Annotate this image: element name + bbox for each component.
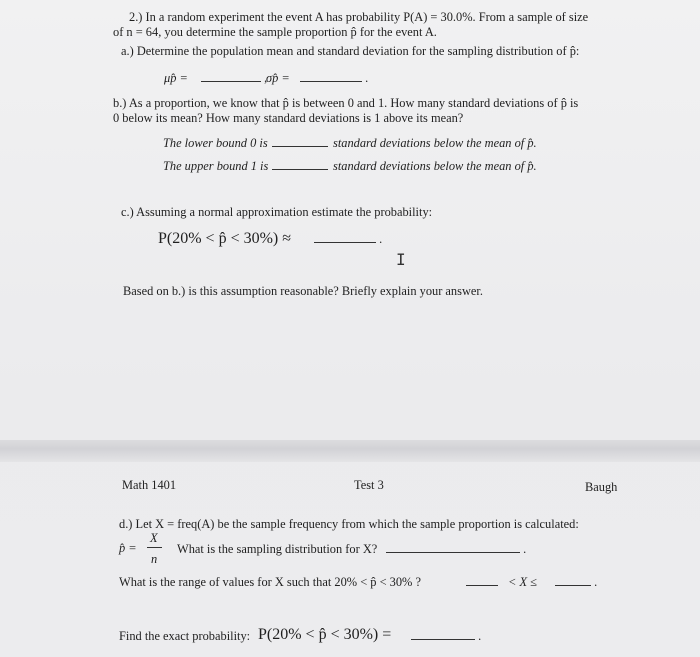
lower-bound-label: The lower bound 0 is	[163, 136, 268, 150]
text-cursor-icon: I	[396, 250, 406, 269]
sigma-label: σp̂ =	[266, 71, 290, 85]
sigma-answer-blank[interactable]: .	[300, 71, 368, 86]
problem-line-2: of n = 64, you determine the sample proportion p̂ for the event A.	[113, 25, 437, 39]
explanation-answer-area[interactable]	[120, 305, 640, 430]
part-b-line-1: b.) As a proportion, we know that p̂ is between 0 and 1. How many standard deviations of p̂ is	[113, 96, 579, 110]
range-middle: < X ≤	[508, 575, 537, 589]
range-question: What is the range of values for X such that 20% < p̂ < 30% ?	[119, 575, 421, 589]
exact-probability-expression: P(20% < p̂ < 30%) =	[258, 626, 392, 643]
lower-bound-tail: standard deviations below the mean of p̂.	[333, 136, 537, 150]
fraction-numerator: X	[150, 531, 158, 545]
part-d-line-1: d.) Let X = freq(A) be the sample frequency from which the sample proportion is calculated:	[119, 517, 579, 531]
fraction-bar	[147, 547, 162, 548]
part-a-prompt: a.) Determine the population mean and standard deviation for the sampling distribution of p̂:	[121, 44, 580, 58]
upper-bound-blank[interactable]	[272, 159, 328, 174]
sampling-distribution-question: What is the sampling distribution for X?	[177, 542, 378, 556]
exact-probability-blank[interactable]: .	[411, 629, 481, 644]
page-break	[0, 440, 700, 462]
test-label: Test 3	[354, 478, 384, 492]
normal-approx-blank[interactable]: .	[314, 232, 382, 247]
upper-bound-label: The upper bound 1 is	[163, 159, 269, 173]
exact-probability-label: Find the exact probability:	[119, 629, 251, 643]
course-label: Math 1401	[122, 478, 177, 492]
upper-bound-tail: standard deviations below the mean of p̂.	[333, 159, 537, 173]
range-lower-blank[interactable]	[466, 575, 498, 590]
mu-answer-blank[interactable]: ,	[201, 71, 267, 86]
part-c-prompt: c.) Assuming a normal approximation estimate the probability:	[121, 205, 433, 219]
p-hat-equals: p̂ =	[119, 541, 137, 555]
instructor-label: Baugh	[585, 480, 618, 494]
normal-approx-expression: P(20% < p̂ < 30%) ≈	[158, 230, 292, 247]
fraction-denominator: n	[151, 552, 158, 566]
mu-label: μp̂ =	[164, 71, 188, 85]
lower-bound-blank[interactable]	[272, 136, 328, 151]
range-upper-blank[interactable]: .	[555, 575, 597, 590]
problem-line-1: 2.) In a random experiment the event A has probability P(A) = 30.0%. From a sample of size	[129, 10, 589, 24]
part-b-line-2: 0 below its mean? How many standard deviations is 1 above its mean?	[113, 111, 464, 125]
part-c-followup: Based on b.) is this assumption reasonable? Briefly explain your answer.	[123, 284, 483, 298]
sampling-distribution-blank[interactable]: .	[386, 542, 526, 557]
